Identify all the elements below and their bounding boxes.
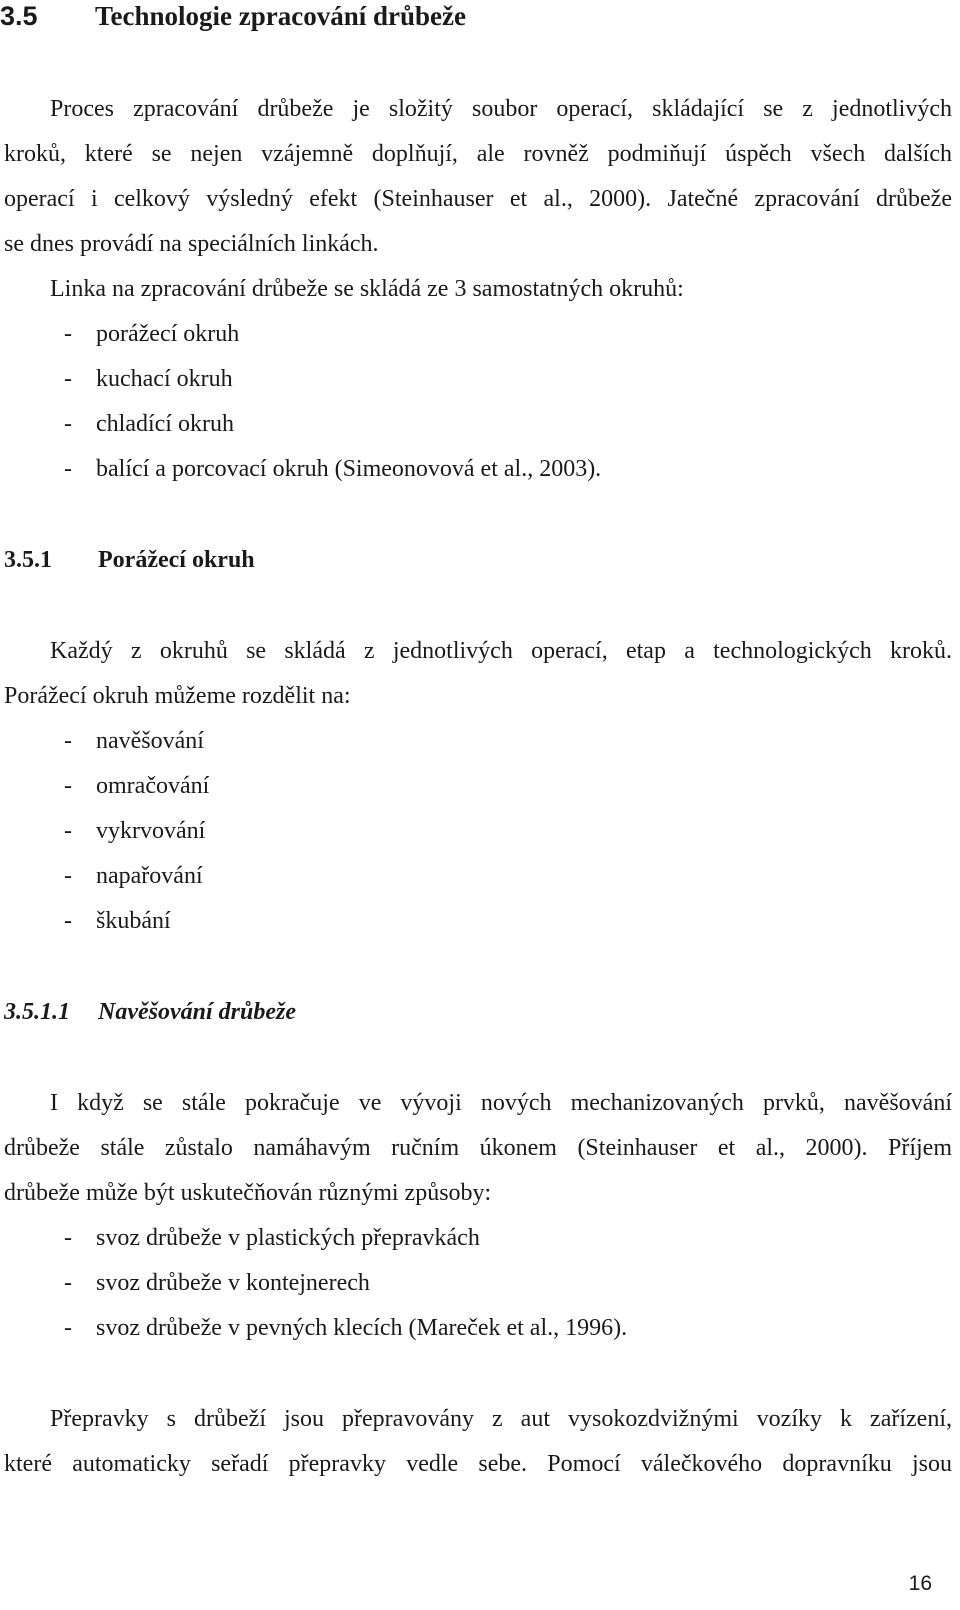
paragraph-lead: Linka na zpracování drůbeže se skládá ze 3 samostatných okruhů: [50,276,684,302]
subsection-number: 3.5.1 [4,547,52,573]
paragraph-line: kroků, které se nejen vzájemně doplňují, ale rovněž podmiňují úspěch všech dalších [4,141,952,167]
list-item: - chladící okruh [64,411,234,437]
list-item: - svoz drůbeže v plastických přepravkách [64,1225,480,1251]
list-item: - svoz drůbeže v pevných klecích (Mareček et al., 1996). [64,1315,628,1341]
paragraph-line: drůbeže stále zůstalo namáhavým ručním úkonem (Steinhauser et al., 2000). Příjem [4,1135,952,1161]
list-item: - porážecí okruh [64,321,240,347]
paragraph-line: Každý z okruhů se skládá z jednotlivých operací, etap a technologických kroků. [50,638,952,664]
paragraph-line: operací i celkový výsledný efekt (Steinhauser et al., 2000). Jatečné zpracování drůbeže [4,186,952,212]
list-item: - navěšování [64,728,204,754]
subsubsection-heading [4,997,296,1027]
page-number: 16 [908,1572,932,1595]
paragraph-line: drůbeže může být uskutečňován různými způsoby: [4,1180,492,1206]
section-title: Technologie zpracování drůbeže [95,1,466,31]
list-item: - kuchací okruh [64,366,233,392]
list-item: - vykrvování [64,818,206,844]
paragraph-line: se dnes provádí na speciálních linkách. [4,231,379,257]
list-item: - balící a porcovací okruh (Simeonovová et al., 2003). [64,456,602,482]
paragraph-line: Přepravky s drůbeží jsou přepravovány z aut vysokozdvižnými vozíky k zařízení, [50,1406,952,1432]
section-number: 3.5 [0,1,38,31]
paragraph-line: které automaticky seřadí přepravky vedle sebe. Pomocí válečkového dopravníku jsou [4,1451,952,1477]
paragraph-line: Proces zpracování drůbeže je složitý soubor operací, skládající se z jednotlivých [50,96,952,122]
subsubsection-number: 3.5.1.1 [4,999,70,1025]
list-item: - omračování [64,773,210,799]
paragraph-line: Porážecí okruh můžeme rozdělit na: [4,683,351,709]
list-item: - napařování [64,863,203,889]
list-item: - svoz drůbeže v kontejnerech [64,1270,370,1296]
subsubsection-title: Navěšování drůbeže [98,999,296,1025]
paragraph-line: I když se stále pokračuje ve vývoji nových mechanizovaných prvků, navěšování [50,1090,952,1116]
subsection-heading [4,545,255,575]
list-item: - škubání [64,908,171,934]
subsection-title: Porážecí okruh [98,547,255,573]
section-heading [0,0,466,32]
